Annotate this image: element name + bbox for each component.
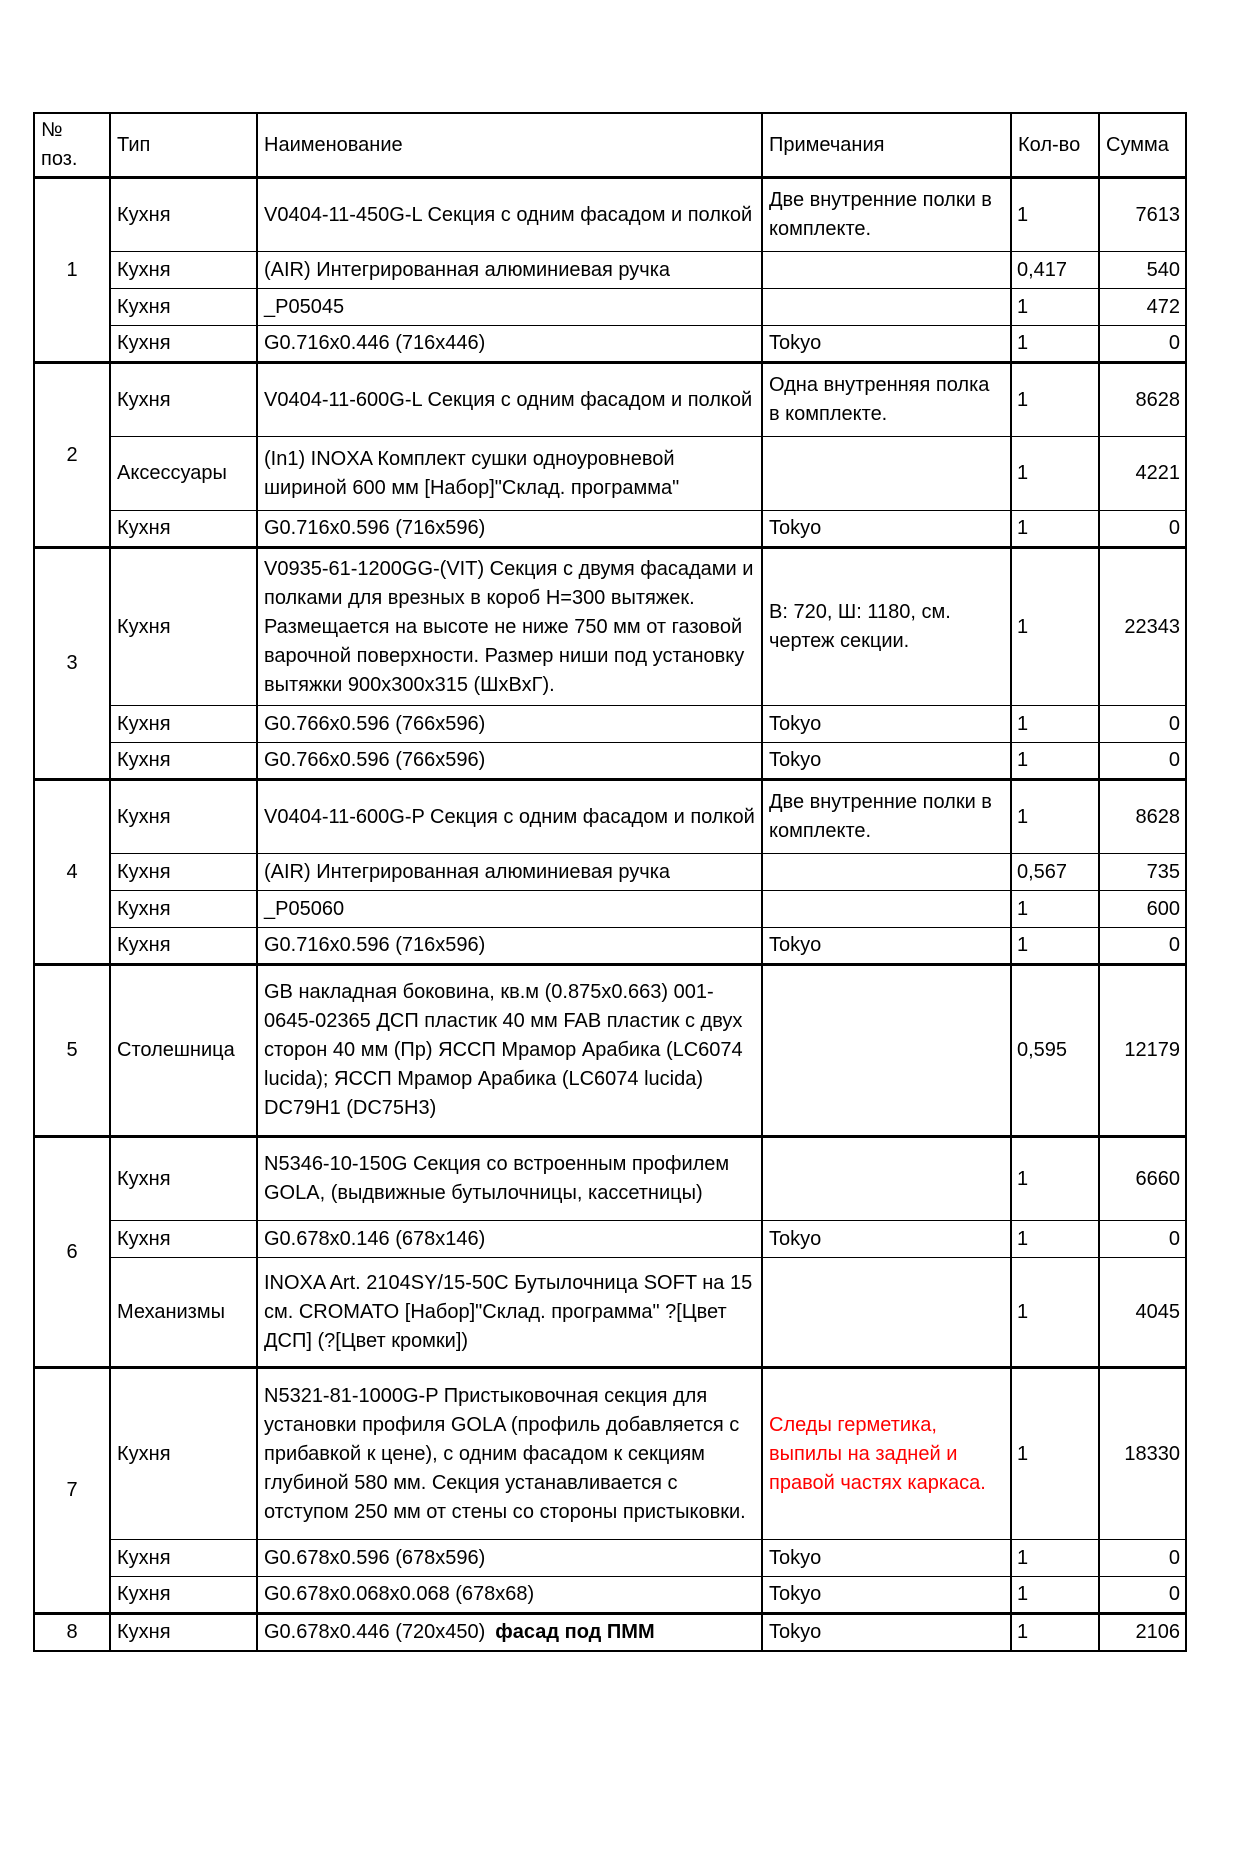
qty-cell: 1 (1011, 780, 1099, 854)
name-cell: G0.678x0.146 (678x146) (257, 1221, 762, 1258)
sum-cell: 18330 (1099, 1368, 1186, 1540)
note-cell-alert (762, 1368, 1011, 1540)
pos-cell: 7 (34, 1368, 110, 1614)
table-row (34, 363, 1186, 437)
pos-cell: 1 (34, 178, 110, 363)
table-row (34, 252, 1186, 289)
qty-cell: 1 (1011, 363, 1099, 437)
sum-cell: 472 (1099, 289, 1186, 326)
note-cell: Tokyo (762, 1540, 1011, 1577)
type-cell: Кухня (110, 706, 257, 743)
sum-cell: 735 (1099, 854, 1186, 891)
note-cell: Tokyo (762, 511, 1011, 548)
note-cell: Tokyo (762, 928, 1011, 965)
name-cell: G0.678x0.596 (678x596) (257, 1540, 762, 1577)
table-row (34, 1258, 1186, 1368)
name-cell: G0.716x0.446 (716x446) (257, 326, 762, 363)
name-cell: INOXA Art. 2104SY/15-50C Бутылочница SOFT на 15 см. CROMATO [Набор]"Склад. программа" ?[Цвет ДСП] (?[Цвет кромки]) (257, 1258, 762, 1368)
type-cell: Кухня (110, 854, 257, 891)
type-cell: Столешница (110, 965, 257, 1137)
sum-cell: 8628 (1099, 780, 1186, 854)
pos-cell: 2 (34, 363, 110, 548)
qty-cell: 1 (1011, 178, 1099, 252)
pos-cell: 8 (34, 1614, 110, 1651)
header-pos: № поз. (34, 113, 110, 178)
name-cell: V0404-11-450G-L Секция с одним фасадом и полкой (257, 178, 762, 252)
qty-cell: 1 (1011, 706, 1099, 743)
sum-cell: 4221 (1099, 437, 1186, 511)
pos-cell: 3 (34, 548, 110, 780)
qty-cell: 1 (1011, 1137, 1099, 1221)
header-sum: Сумма (1099, 113, 1186, 178)
qty-cell: 0,567 (1011, 854, 1099, 891)
table-row (34, 891, 1186, 928)
name-cell: (AIR) Интегрированная алюминиевая ручка (257, 252, 762, 289)
header-row (34, 113, 1186, 178)
qty-cell: 1 (1011, 891, 1099, 928)
sum-cell: 8628 (1099, 363, 1186, 437)
note-cell (762, 437, 1011, 511)
qty-cell: 1 (1011, 511, 1099, 548)
table-row (34, 928, 1186, 965)
header-note: Примечания (762, 113, 1011, 178)
pos-cell: 5 (34, 965, 110, 1137)
note-cell: Одна внутренняя полка в комплекте. (762, 363, 1011, 437)
type-cell: Кухня (110, 1368, 257, 1540)
type-cell: Кухня (110, 178, 257, 252)
name-cell: (AIR) Интегрированная алюминиевая ручка (257, 854, 762, 891)
table-row (34, 511, 1186, 548)
name-cell: V0404-11-600G-P Секция с одним фасадом и полкой (257, 780, 762, 854)
qty-cell: 1 (1011, 1540, 1099, 1577)
name-cell (257, 1614, 762, 1651)
qty-cell: 1 (1011, 743, 1099, 780)
qty-cell: 1 (1011, 1368, 1099, 1540)
sum-cell: 600 (1099, 891, 1186, 928)
type-cell: Кухня (110, 548, 257, 706)
note-cell (762, 891, 1011, 928)
type-cell: Кухня (110, 780, 257, 854)
type-cell: Кухня (110, 289, 257, 326)
note-cell (762, 252, 1011, 289)
note-cell: Две внутренние полки в комплекте. (762, 780, 1011, 854)
table-row (34, 1540, 1186, 1577)
qty-cell: 1 (1011, 289, 1099, 326)
type-cell: Механизмы (110, 1258, 257, 1368)
type-cell: Кухня (110, 1540, 257, 1577)
note-cell: Две внутренние полки в комплекте. (762, 178, 1011, 252)
type-cell: Кухня (110, 326, 257, 363)
sum-cell: 12179 (1099, 965, 1186, 1137)
table-row (34, 780, 1186, 854)
qty-cell: 1 (1011, 928, 1099, 965)
sum-cell: 2106 (1099, 1614, 1186, 1651)
pos-cell: 4 (34, 780, 110, 965)
order-table (33, 112, 1187, 1652)
name-cell: V0935-61-1200GG-(VIT) Секция с двумя фасадами и полками для врезных в короб H=300 вытяжек. Размещается на высоте не ниже 750 мм от газовой варочной поверхности. Размер ниши под установку вытяжки 900x300x315 (ШхВхГ). (257, 548, 762, 706)
sum-cell: 540 (1099, 252, 1186, 289)
table-row (34, 326, 1186, 363)
type-cell: Кухня (110, 252, 257, 289)
header-name: Наименование (257, 113, 762, 178)
table-row (34, 548, 1186, 706)
name-cell: _P05045 (257, 289, 762, 326)
note-cell: В: 720, Ш: 1180, см. чертеж секции. (762, 548, 1011, 706)
name-cell: N5346-10-150G Секция со встроенным профилем GOLA, (выдвижные бутылочницы, кассетницы) (257, 1137, 762, 1221)
name-cell: N5321-81-1000G-P Пристыковочная секция для установки профиля GOLA (профиль добавляется с прибавкой к цене), с одним фасадом к секциям глубиной 580 мм. Секция устанавливается с отступом 250 мм от стены со стороны пристыковки. (257, 1368, 762, 1540)
type-cell: Аксессуары (110, 437, 257, 511)
header-type: Тип (110, 113, 257, 178)
table-row (34, 178, 1186, 252)
sum-cell: 0 (1099, 326, 1186, 363)
qty-cell: 1 (1011, 326, 1099, 363)
qty-cell: 1 (1011, 548, 1099, 706)
name-cell: G0.766x0.596 (766x596) (257, 706, 762, 743)
note-cell: Tokyo (762, 743, 1011, 780)
sum-cell: 0 (1099, 928, 1186, 965)
type-cell: Кухня (110, 1221, 257, 1258)
type-cell: Кухня (110, 743, 257, 780)
sum-cell: 0 (1099, 1540, 1186, 1577)
name-cell: _P05060 (257, 891, 762, 928)
sum-cell: 0 (1099, 511, 1186, 548)
table-row (34, 1137, 1186, 1221)
qty-cell: 1 (1011, 437, 1099, 511)
name-cell: GB накладная боковина, кв.м (0.875x0.663) 001-0645-02365 ДСП пластик 40 мм FAB пластик с двух сторон 40 мм (Пр) ЯССП Мрамор Арабика (LC6074 lucida); ЯССП Мрамор Арабика (LC6074 lucida) DC79H1 (DC75H3) (257, 965, 762, 1137)
qty-cell: 1 (1011, 1577, 1099, 1614)
name-bold-text: фасад под ПММ (495, 1620, 655, 1643)
name-cell: V0404-11-600G-L Секция с одним фасадом и полкой (257, 363, 762, 437)
sum-cell: 0 (1099, 1577, 1186, 1614)
note-cell: Tokyo (762, 326, 1011, 363)
table-row (34, 743, 1186, 780)
qty-cell: 1 (1011, 1614, 1099, 1651)
type-cell: Кухня (110, 1137, 257, 1221)
name-cell: G0.678x0.068x0.068 (678x68) (257, 1577, 762, 1614)
note-cell: Tokyo (762, 1577, 1011, 1614)
note-cell: Tokyo (762, 706, 1011, 743)
name-cell: (In1) INOXA Комплект сушки одноуровневой шириной 600 мм [Набор]"Склад. программа" (257, 437, 762, 511)
qty-cell: 0,595 (1011, 965, 1099, 1137)
sum-cell: 4045 (1099, 1258, 1186, 1368)
header-qty: Кол-во (1011, 113, 1099, 178)
name-cell: G0.716x0.596 (716x596) (257, 928, 762, 965)
sum-cell: 6660 (1099, 1137, 1186, 1221)
qty-cell: 0,417 (1011, 252, 1099, 289)
name-cell: G0.766x0.596 (766x596) (257, 743, 762, 780)
sum-cell: 7613 (1099, 178, 1186, 252)
name-text: G0.678x0.446 (720x450) (264, 1620, 486, 1643)
table-row (34, 854, 1186, 891)
table-row (34, 1221, 1186, 1258)
table-row (34, 1614, 1186, 1651)
note-cell (762, 854, 1011, 891)
note-cell (762, 1258, 1011, 1368)
pos-cell: 6 (34, 1137, 110, 1368)
qty-cell: 1 (1011, 1221, 1099, 1258)
sum-cell: 0 (1099, 1221, 1186, 1258)
table-row (34, 965, 1186, 1137)
note-cell: Tokyo (762, 1221, 1011, 1258)
type-cell: Кухня (110, 928, 257, 965)
sum-cell: 0 (1099, 743, 1186, 780)
sum-cell: 22343 (1099, 548, 1186, 706)
table-row (34, 1577, 1186, 1614)
table-row (34, 437, 1186, 511)
type-cell: Кухня (110, 891, 257, 928)
table-row (34, 1368, 1186, 1540)
table-row (34, 706, 1186, 743)
note-cell (762, 289, 1011, 326)
alert-note-text: Следы герметика, выпилы на задней и правой частях каркаса. (769, 1413, 986, 1494)
qty-cell: 1 (1011, 1258, 1099, 1368)
note-cell (762, 965, 1011, 1137)
note-cell: Tokyo (762, 1614, 1011, 1651)
type-cell: Кухня (110, 363, 257, 437)
type-cell: Кухня (110, 511, 257, 548)
name-cell: G0.716x0.596 (716x596) (257, 511, 762, 548)
note-cell (762, 1137, 1011, 1221)
type-cell: Кухня (110, 1577, 257, 1614)
type-cell: Кухня (110, 1614, 257, 1651)
sum-cell: 0 (1099, 706, 1186, 743)
table-row (34, 289, 1186, 326)
